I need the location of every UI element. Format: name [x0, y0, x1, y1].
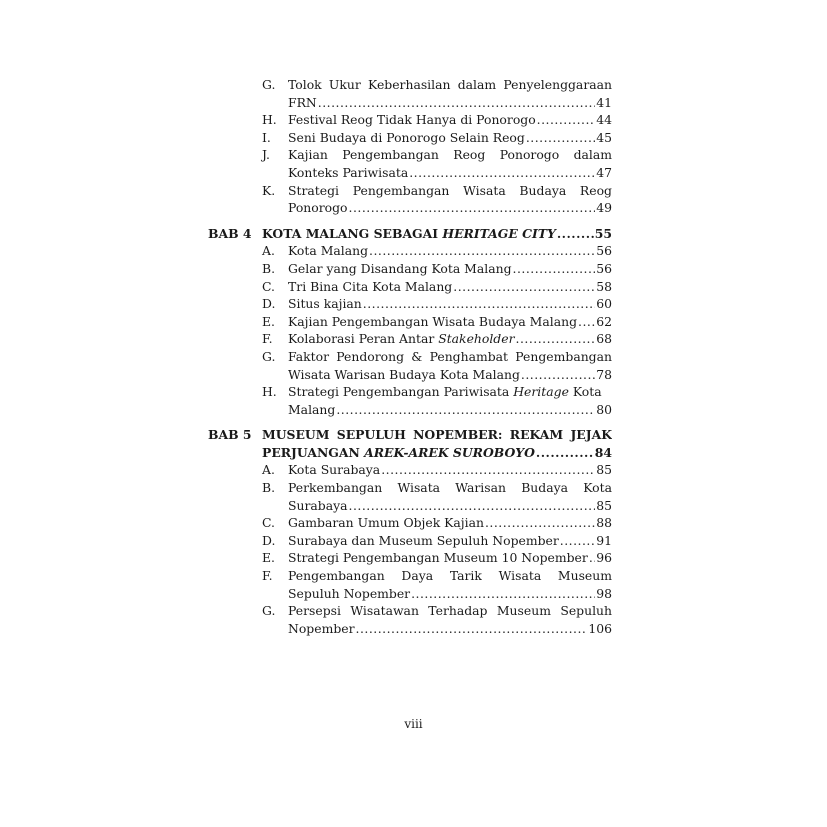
page-number: viii: [404, 717, 423, 731]
toc-entry-h: H. Festival Reog Tidak Hanya di Ponorogo ..... 44: [208, 111, 612, 129]
toc-entry-5e: E. Strategi Pengembangan Museum 10 Nopember ..... 96: [208, 549, 612, 567]
toc-entry-4g-line2: Wisata Warisan Budaya Kota Malang ..... 78: [208, 366, 612, 384]
toc-entry-4g-line1: G. Faktor Pendorong & Penghambat Pengembangan: [262, 348, 612, 364]
chapter-4-heading: BAB 4 KOTA MALANG SEBAGAI HERITAGE CITY ..... 55: [208, 225, 612, 243]
toc-entry-4c: C. Tri Bina Cita Kota Malang ..... 58: [208, 278, 612, 296]
dot-leader: [513, 260, 596, 278]
dot-leader: [363, 295, 595, 313]
toc-entry-4f: F. Kolaborasi Peran Antar Stakeholder ..... 68: [208, 330, 612, 348]
dot-leader: [589, 549, 595, 567]
dot-leader: [521, 366, 595, 384]
toc-entry-5c: C. Gambaran Umum Objek Kajian ..... 88: [208, 514, 612, 532]
dot-leader: [537, 111, 596, 129]
toc-entry-5b-line2: Surabaya ..... 85: [208, 497, 612, 515]
toc-entry-4a: A. Kota Malang ..... 56: [208, 242, 612, 260]
toc-entry-i: I. Seni Budaya di Ponorogo Selain Reog ..... 45: [208, 129, 612, 147]
dot-leader: [409, 164, 595, 182]
dot-leader: [318, 94, 595, 112]
chapter-5-heading-line1: BAB 5 MUSEUM SEPULUH NOPEMBER: REKAM JEJAK: [208, 427, 612, 443]
dot-leader: [411, 585, 595, 603]
toc-entry-5f-line1: F. Pengembangan Daya Tarik Wisata Museum: [262, 568, 612, 584]
toc-entry-4h-line2: Malang ..... 80: [208, 401, 612, 419]
toc-entry-5g-line1: G. Persepsi Wisatawan Terhadap Museum Sepuluh: [262, 603, 612, 619]
dot-leader: [356, 620, 588, 638]
toc-entry-j-line2: Konteks Pariwisata ..... 47: [208, 164, 612, 182]
toc-entry-4h-line1: H. Strategi Pengembangan Pariwisata Heritage Kota: [262, 384, 602, 400]
dot-leader: [560, 532, 595, 550]
dot-leader: [526, 129, 595, 147]
dot-leader: [536, 444, 594, 462]
table-of-contents: [208, 76, 612, 637]
toc-entry-5b-line1: B. Perkembangan Wisata Warisan Budaya Kota: [262, 480, 612, 496]
dot-leader: [349, 497, 596, 515]
toc-entry-4e: E. Kajian Pengembangan Wisata Budaya Malang ..... 62: [208, 313, 612, 331]
toc-entry-4d: D. Situs kajian ..... 60: [208, 295, 612, 313]
dot-leader: [336, 401, 595, 419]
chapter-5-heading-line2: PERJUANGAN AREK-AREK SUROBOYO ..... 84: [208, 444, 612, 462]
toc-entry-g-line2: FRN ..... 41: [208, 94, 612, 112]
toc-entry-5d: D. Surabaya dan Museum Sepuluh Nopember ..... 91: [208, 532, 612, 550]
dot-leader: [485, 514, 595, 532]
dot-leader: [381, 461, 595, 479]
toc-entry-j-line1: J. Kajian Pengembangan Reog Ponorogo dalam: [262, 147, 612, 163]
dot-leader: [578, 313, 595, 331]
toc-entry-k-line1: K. Strategi Pengembangan Wisata Budaya Reog: [262, 182, 612, 198]
dot-leader: [516, 330, 596, 348]
dot-leader: [349, 199, 596, 217]
toc-entry-5f-line2: Sepuluh Nopember ..... 98: [208, 585, 612, 603]
dot-leader: [369, 242, 595, 260]
toc-entry-g-line1: G. Tolok Ukur Keberhasilan dalam Penyelenggaraan: [262, 77, 612, 92]
toc-entry-5g-line2: Nopember ..... 106: [208, 620, 612, 638]
dot-leader: [453, 278, 595, 296]
toc-entry-4b: B. Gelar yang Disandang Kota Malang ..... 56: [208, 260, 612, 278]
toc-entry-5a: A. Kota Surabaya ..... 85: [208, 461, 612, 479]
dot-leader: [557, 225, 594, 243]
toc-entry-k-line2: Ponorogo ..... 49: [208, 199, 612, 217]
